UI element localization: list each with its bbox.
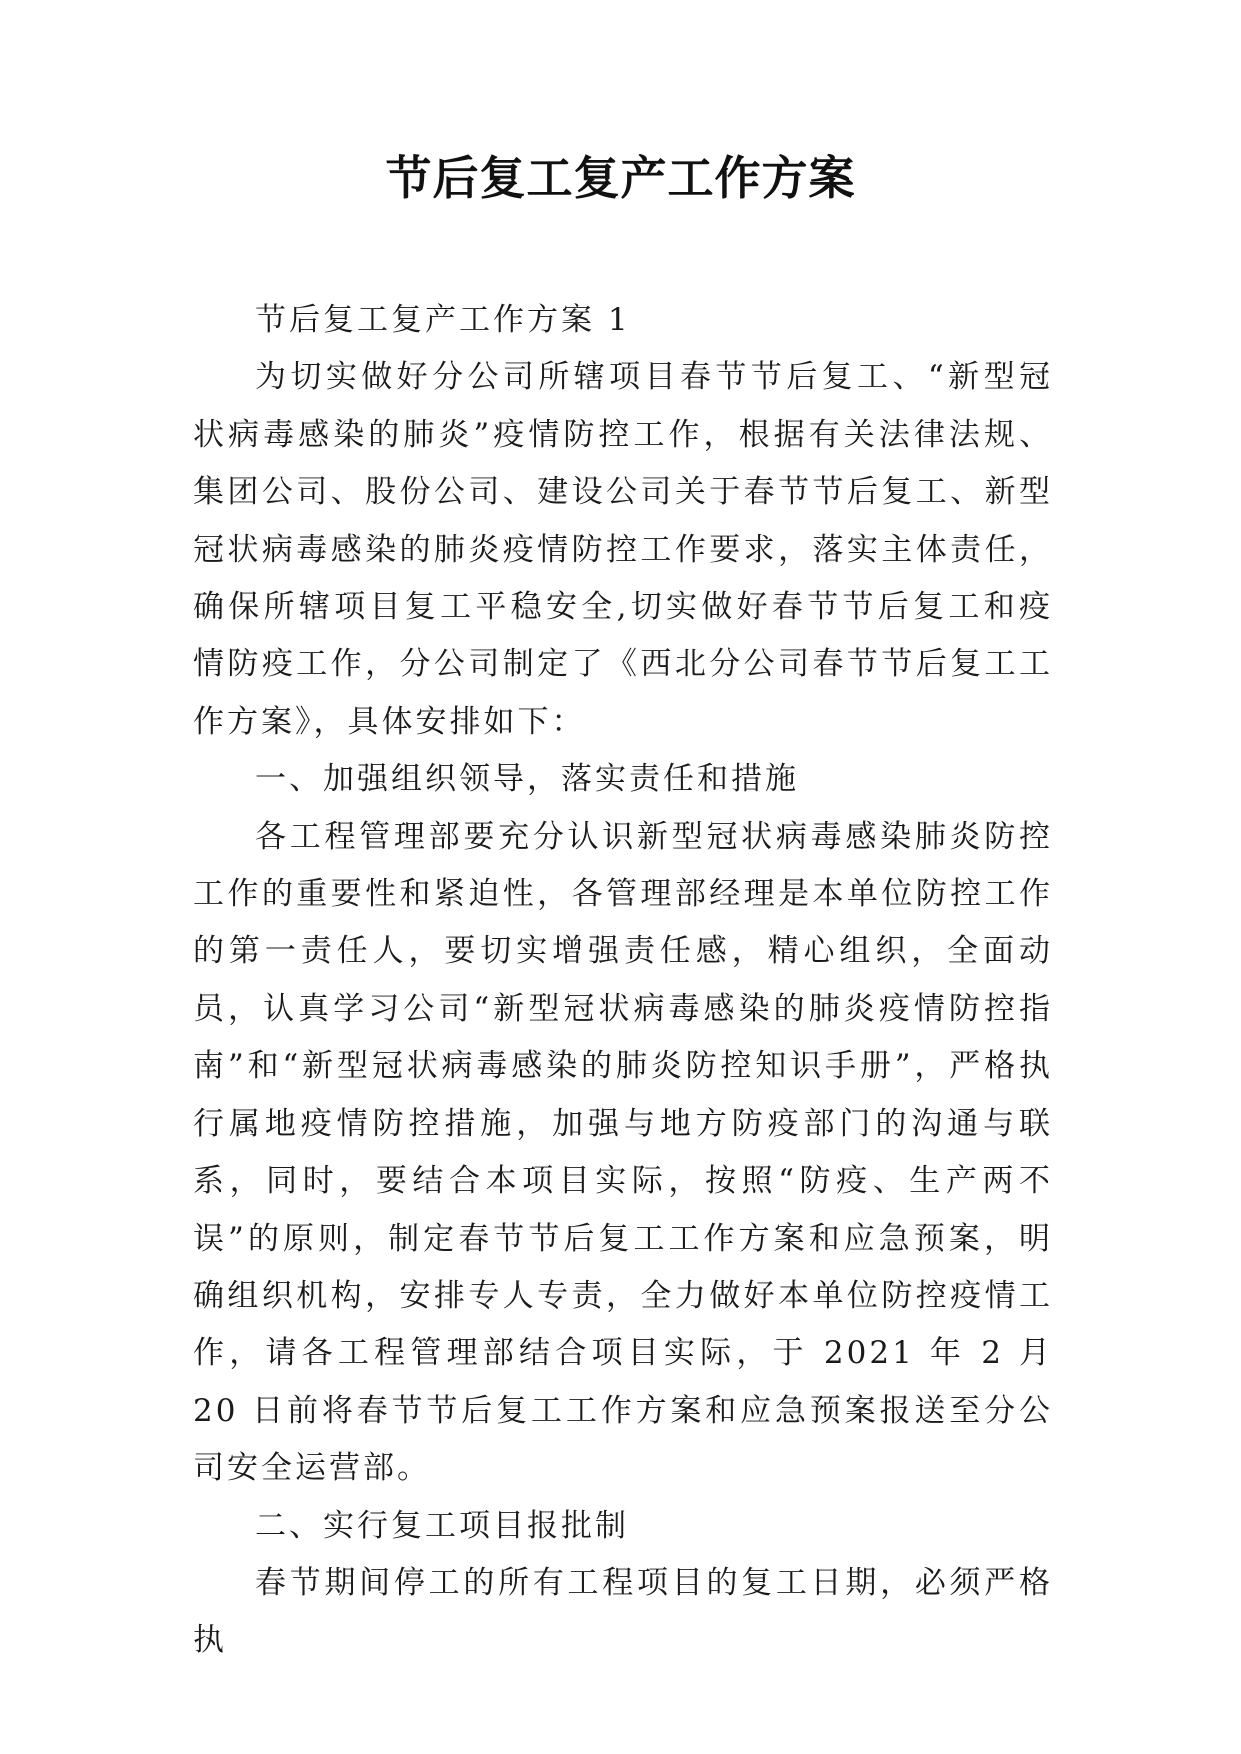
- document-title: 节后复工复产工作方案: [385, 151, 856, 205]
- section-2-paragraph: 春节期间停工的所有工程项目的复工日期，必须严格执: [193, 1564, 1053, 1659]
- document-subtitle: 节后复工复产工作方案 1: [255, 302, 631, 338]
- intro-paragraph: 为切实做好分公司所辖项目春节节后复工、“新型冠状病毒感染的肺炎”疫情防控工作，根据有关法律法规、集团公司、股份公司、建设公司关于春节节后复工、新型冠状病毒感染的肺炎疫情防控工作要求，落实主体责任，确保所辖项目复工平稳安全,切实做好春节节后复工和疫情防疫工作，分公司制定了《西北分公司春节节后复工工作方案》，具体安排如下：: [193, 359, 1053, 740]
- document-body: [193, 292, 1053, 1670]
- section-heading-2: 二、实行复工项目报批制: [255, 1507, 629, 1544]
- section-heading-1: 一、加强组织领导，落实责任和措施: [255, 761, 799, 798]
- section-1-paragraph: 各工程管理部要充分认识新型冠状病毒感染肺炎防控工作的重要性和紧迫性，各管理部经理是本单位防控工作的第一责任人，要切实增强责任感，精心组织，全面动员，认真学习公司“新型冠状病毒感染的肺炎疫情防控指南”和“新型冠状病毒感染的肺炎防控知识手册”，严格执行属地疫情防控措施，加强与地方防疫部门的沟通与联系，同时，要结合本项目实际，按照“防疫、生产两不误”的原则，制定春节节后复工工作方案和应急预案，明确组织机构，安排专人专责，全力做好本单位防控疫情工作，请各工程管理部结合项目实际，于 2021 年 2 月 20 日前将春节节后复工工作方案和应急预案报送至分公司安全运营部。: [193, 818, 1053, 1487]
